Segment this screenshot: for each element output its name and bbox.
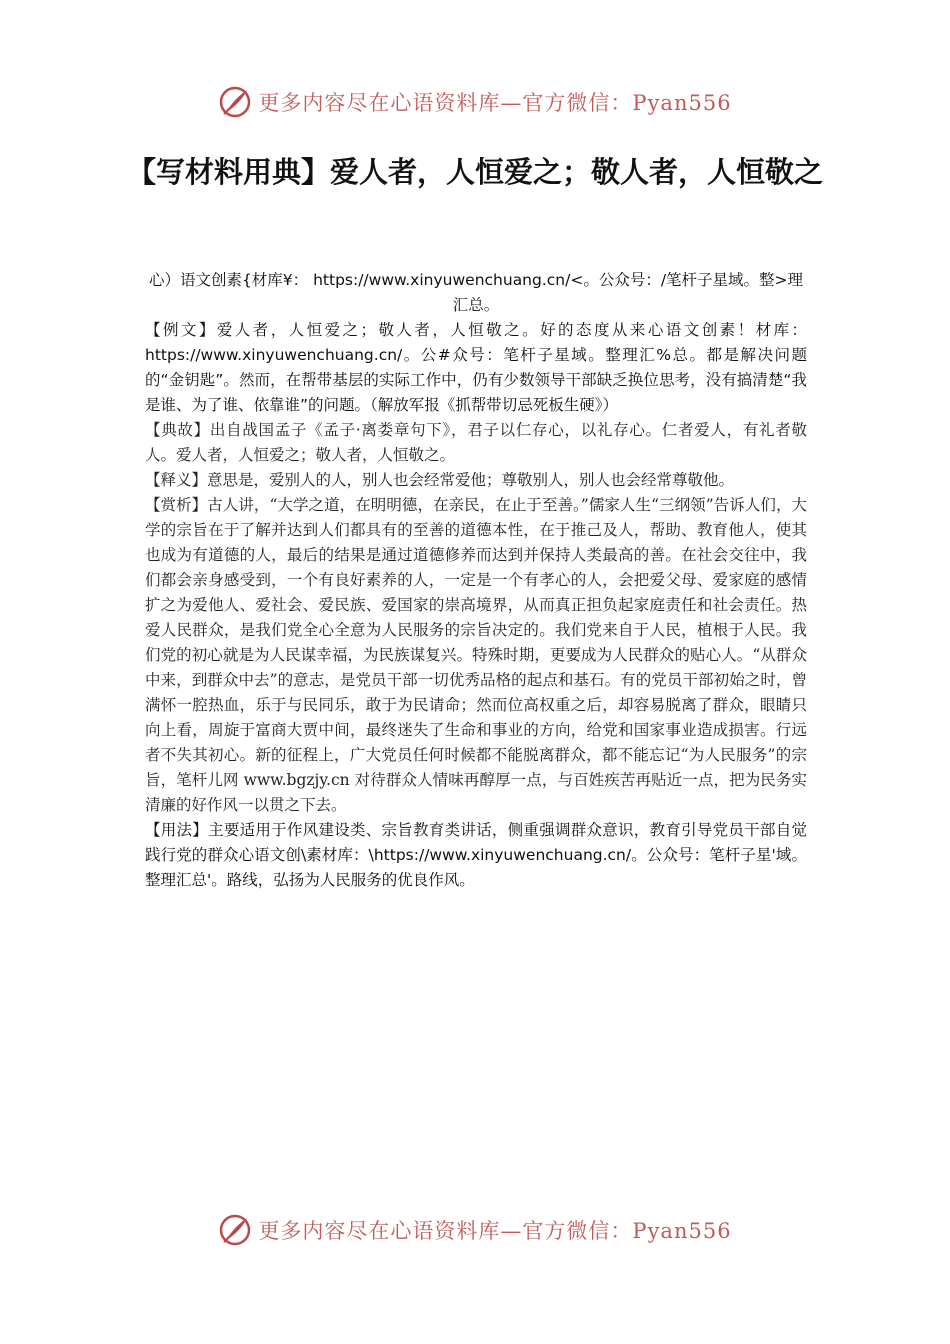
quill-pen-icon (218, 1213, 252, 1247)
page-title: 【写材料用典】爱人者，人恒爱之；敬人者，人恒敬之 (126, 155, 823, 189)
usage-paragraph: 【用法】主要适用于作风建设类、宗旨教育类讲话，侧重强调群众意识，教育引导党员干部自觉践行党的群众心语文创\素材库：\https://www.xinyuwenchuang.cn/。公众号：笔杆子星'域。整理汇总'。路线，弘扬为人民服务的优良作风。 (145, 821, 807, 889)
meaning-paragraph: 【释义】意思是，爱别人的人，别人也会经常爱他；尊敬别人，别人也会经常尊敬他。 (145, 471, 735, 489)
analysis-paragraph: 【赏析】古人讲，“大学之道，在明明德，在亲民，在止于至善。”儒家人生“三纲领”告诉人们，大学的宗旨在于了解并达到人们都具有的至善的道德本性，在于推己及人，帮助、教育他人，使其也成为有道德的人，最后的结果是通过道德修养而达到并保持人类最高的善。在社会交往中，我们都会亲身感受到，一个有良好素养的人，一定是一个有孝心的人，会把爱父母、爱家庭的感情扩之为爱他人、爱社会、爱民族、爱国家的崇高境界，从而真正担负起家庭责任和社会责任。热爱人民群众，是我们党全心全意为人民服务的宗旨决定的。我们党来自于人民，植根于人民。我们党的初心就是为人民谋幸福，为民族谋复兴。特殊时期，更要成为人民群众的贴心人。“从群众中来，到群众中去”的意志，是党员干部一切优秀品格的起点和基石。有的党员干部初始之时，曾满怀一腔热血，乐于与民同乐，敢于为民请命；然而位高权重之后，却容易脱离了群众，眼睛只向上看，周旋于富商大贾中间，最终迷失了生命和事业的方向，给党和国家事业造成损害。行远者不失其初心。新的征程上，广大党员任何时候都不能脱离群众，都不能忘记“为人民服务”的宗旨，笔杆儿网 www.bgzjy.cn 对待群众人情味再醇厚一点，与百姓疾苦再贴近一点，把为民务实清廉的好作风一以贯之下去。 (145, 496, 807, 814)
origin-paragraph: 【典故】出自战国孟子《孟子·离娄章句下》，君子以仁存心，以礼存心。仁者爱人，有礼者敬人。爱人者，人恒爱之；敬人者，人恒敬之。 (145, 421, 807, 464)
header-banner (0, 78, 950, 126)
source-line: 心）语文创素{材库¥： https://www.xinyuwenchuang.cn/<。公众号：/笔杆子星域。整>理汇总。 (148, 271, 804, 314)
header-banner-text: 更多内容尽在心语资料库—官方微信：Pyan556 (258, 91, 732, 115)
article-body (145, 268, 807, 893)
quill-pen-icon (218, 85, 252, 119)
footer-banner-text: 更多内容尽在心语资料库—官方微信：Pyan556 (258, 1219, 732, 1243)
footer-banner (0, 1206, 950, 1254)
example-paragraph: 【例文】爱人者，人恒爱之；敬人者，人恒敬之。好的态度从来心语文创素！材库：https://www.xinyuwenchuang.cn/。公#众号：笔杆子星域。整理汇%总。都是解决问题的“金钥匙”。然而，在帮带基层的实际工作中，仍有少数领导干部缺乏换位思考，没有搞清楚“我是谁、为了谁、依靠谁”的问题。（解放军报《抓帮带切忌死板生硬》） (145, 321, 807, 414)
